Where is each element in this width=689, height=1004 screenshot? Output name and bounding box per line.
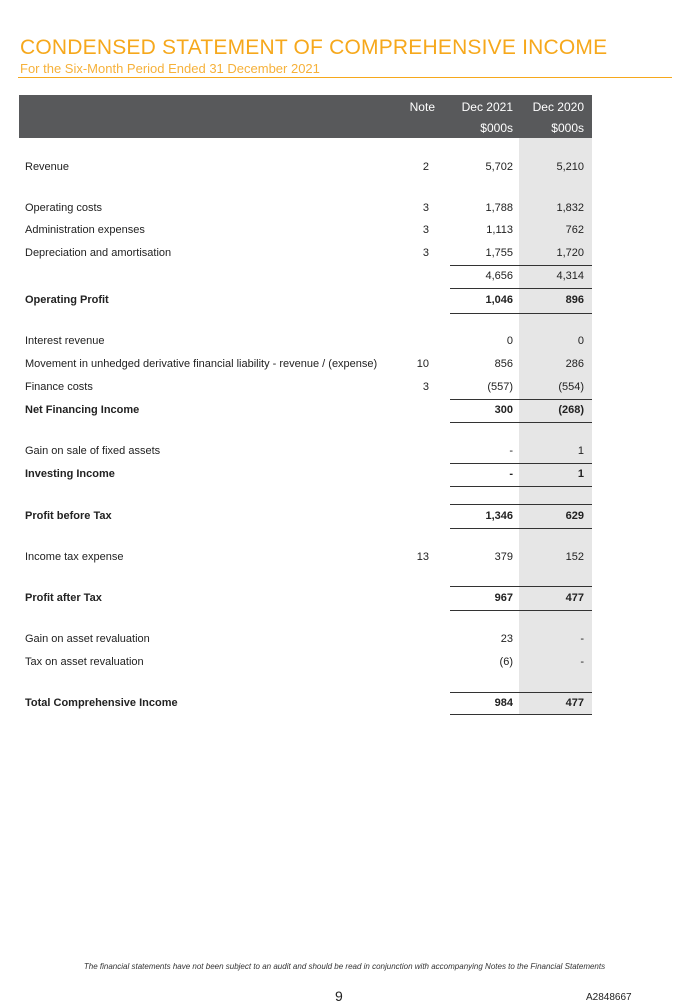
subtotal-rule [450,692,519,693]
row-prior-value: (268) [558,404,584,416]
subtotal-rule [519,399,592,400]
row-prior-value: 1 [577,445,584,457]
table-row-interest-revenue [0,335,689,351]
row-prior-value: 896 [565,294,584,306]
row-note: 2 [422,161,429,173]
prior-year-unit: $000s [551,121,584,135]
row-prior-value: 0 [577,335,584,347]
row-label: Total Comprehensive Income [25,697,178,709]
table-row-total-comprehensive-income [0,697,689,713]
table-row-profit-after-tax [0,592,689,608]
table-row-tax-on-revaluation [0,656,689,672]
total-rule [519,486,592,487]
prior-year-label: Dec 2020 [532,100,584,114]
row-label: Movement in unhedged derivative financial liability - revenue / (expense) [25,358,378,370]
row-current-value: 1,788 [485,202,513,214]
subtotal-rule [519,586,592,587]
total-rule [519,313,592,314]
table-row-finance-costs [0,381,689,397]
table-row-administration-expenses [0,224,689,240]
row-prior-value: 5,210 [556,161,584,173]
row-label: Income tax expense [25,551,124,563]
subtotal-rule [450,265,519,266]
row-prior-value: 477 [565,592,584,604]
page-subtitle: For the Six-Month Period Ended 31 December 2021 [20,61,320,76]
subtotal-rule [519,265,592,266]
row-label: Net Financing Income [25,404,140,416]
row-current-value: 300 [494,404,513,416]
subtotal-rule [519,692,592,693]
row-label: Revenue [25,161,70,173]
total-rule [519,714,592,715]
page-title: CONDENSED STATEMENT OF COMPREHENSIVE INCOME [20,36,608,59]
row-label: Interest revenue [25,335,105,347]
row-prior-value: 152 [565,551,584,563]
table-row-depreciation [0,247,689,263]
subtotal-rule [450,504,519,505]
table-row-gain-on-revaluation [0,633,689,649]
row-label: Depreciation and amortisation [25,247,172,259]
row-current-value: 5,702 [485,161,513,173]
footnote: The financial statements have not been subject to an audit and should be read in conjunction with accompanying Notes to the Financial Statements [83,962,606,971]
row-prior-value: 762 [565,224,584,236]
table-row-operating-profit [0,294,689,310]
row-label: Profit before Tax [25,510,112,522]
column-header-prior [519,100,584,136]
subtotal-rule [450,399,519,400]
row-label: Profit after Tax [25,592,102,604]
total-rule [450,714,519,715]
total-rule [450,422,519,423]
subtotal-rule [519,288,592,289]
row-prior-value: - [580,633,584,645]
total-rule [519,422,592,423]
row-label: Finance costs [25,381,93,393]
table-row-operating-costs [0,202,689,218]
row-label: Gain on sale of fixed assets [25,445,161,457]
row-current-value: - [509,468,513,480]
column-header-note: Note [409,100,435,114]
row-current-value: 967 [494,592,513,604]
row-note: 3 [422,224,429,236]
total-rule [450,528,519,529]
subtotal-rule [519,504,592,505]
row-current-value: (557) [487,381,513,393]
total-rule [450,486,519,487]
table-row-profit-before-tax [0,510,689,526]
row-prior-value: 286 [565,358,584,370]
row-prior-value: 1 [577,468,584,480]
row-label: Operating Profit [25,294,109,306]
row-label: Administration expenses [25,224,145,236]
row-note: 13 [416,551,429,563]
subtotal-rule [519,463,592,464]
current-year-unit: $000s [480,121,513,135]
row-current-value: 4,656 [485,270,513,282]
row-prior-value: 4,314 [556,270,584,282]
total-rule [450,313,519,314]
total-rule [450,610,519,611]
column-header-current [449,100,513,136]
current-year-label: Dec 2021 [461,100,513,114]
total-rule [519,610,592,611]
title-divider [18,77,672,78]
table-row-derivative-movement [0,358,689,374]
row-label: Operating costs [25,202,103,214]
row-current-value: 856 [494,358,513,370]
document-reference: A2848667 [586,992,632,1003]
row-current-value: 1,346 [485,510,513,522]
row-current-value: 984 [494,697,513,709]
table-row-subtotal-expenses [0,270,689,286]
row-current-value: 23 [500,633,513,645]
row-prior-value: 477 [565,697,584,709]
row-label: Gain on asset revaluation [25,633,150,645]
row-label: Investing Income [25,468,115,480]
row-prior-value: - [580,656,584,668]
table-row-net-financing-income [0,404,689,420]
subtotal-rule [450,586,519,587]
table-row-gain-on-sale [0,445,689,461]
table-row-income-tax [0,551,689,567]
row-label: Tax on asset revaluation [25,656,144,668]
row-prior-value: 1,832 [556,202,584,214]
row-note: 3 [422,202,429,214]
row-current-value: 379 [494,551,513,563]
row-current-value: 1,755 [485,247,513,259]
subtotal-rule [450,288,519,289]
row-prior-value: 1,720 [556,247,584,259]
row-prior-value: (554) [558,381,584,393]
row-current-value: 0 [506,335,513,347]
row-note: 10 [416,358,429,370]
row-current-value: (6) [499,656,513,668]
table-row-investing-income [0,468,689,484]
page-number: 9 [335,988,343,1004]
row-current-value: - [509,445,513,457]
table-row-revenue [0,161,689,177]
row-current-value: 1,113 [486,224,513,236]
total-rule [519,528,592,529]
row-note: 3 [422,247,429,259]
subtotal-rule [450,463,519,464]
row-current-value: 1,046 [485,294,513,306]
row-note: 3 [422,381,429,393]
row-prior-value: 629 [565,510,584,522]
